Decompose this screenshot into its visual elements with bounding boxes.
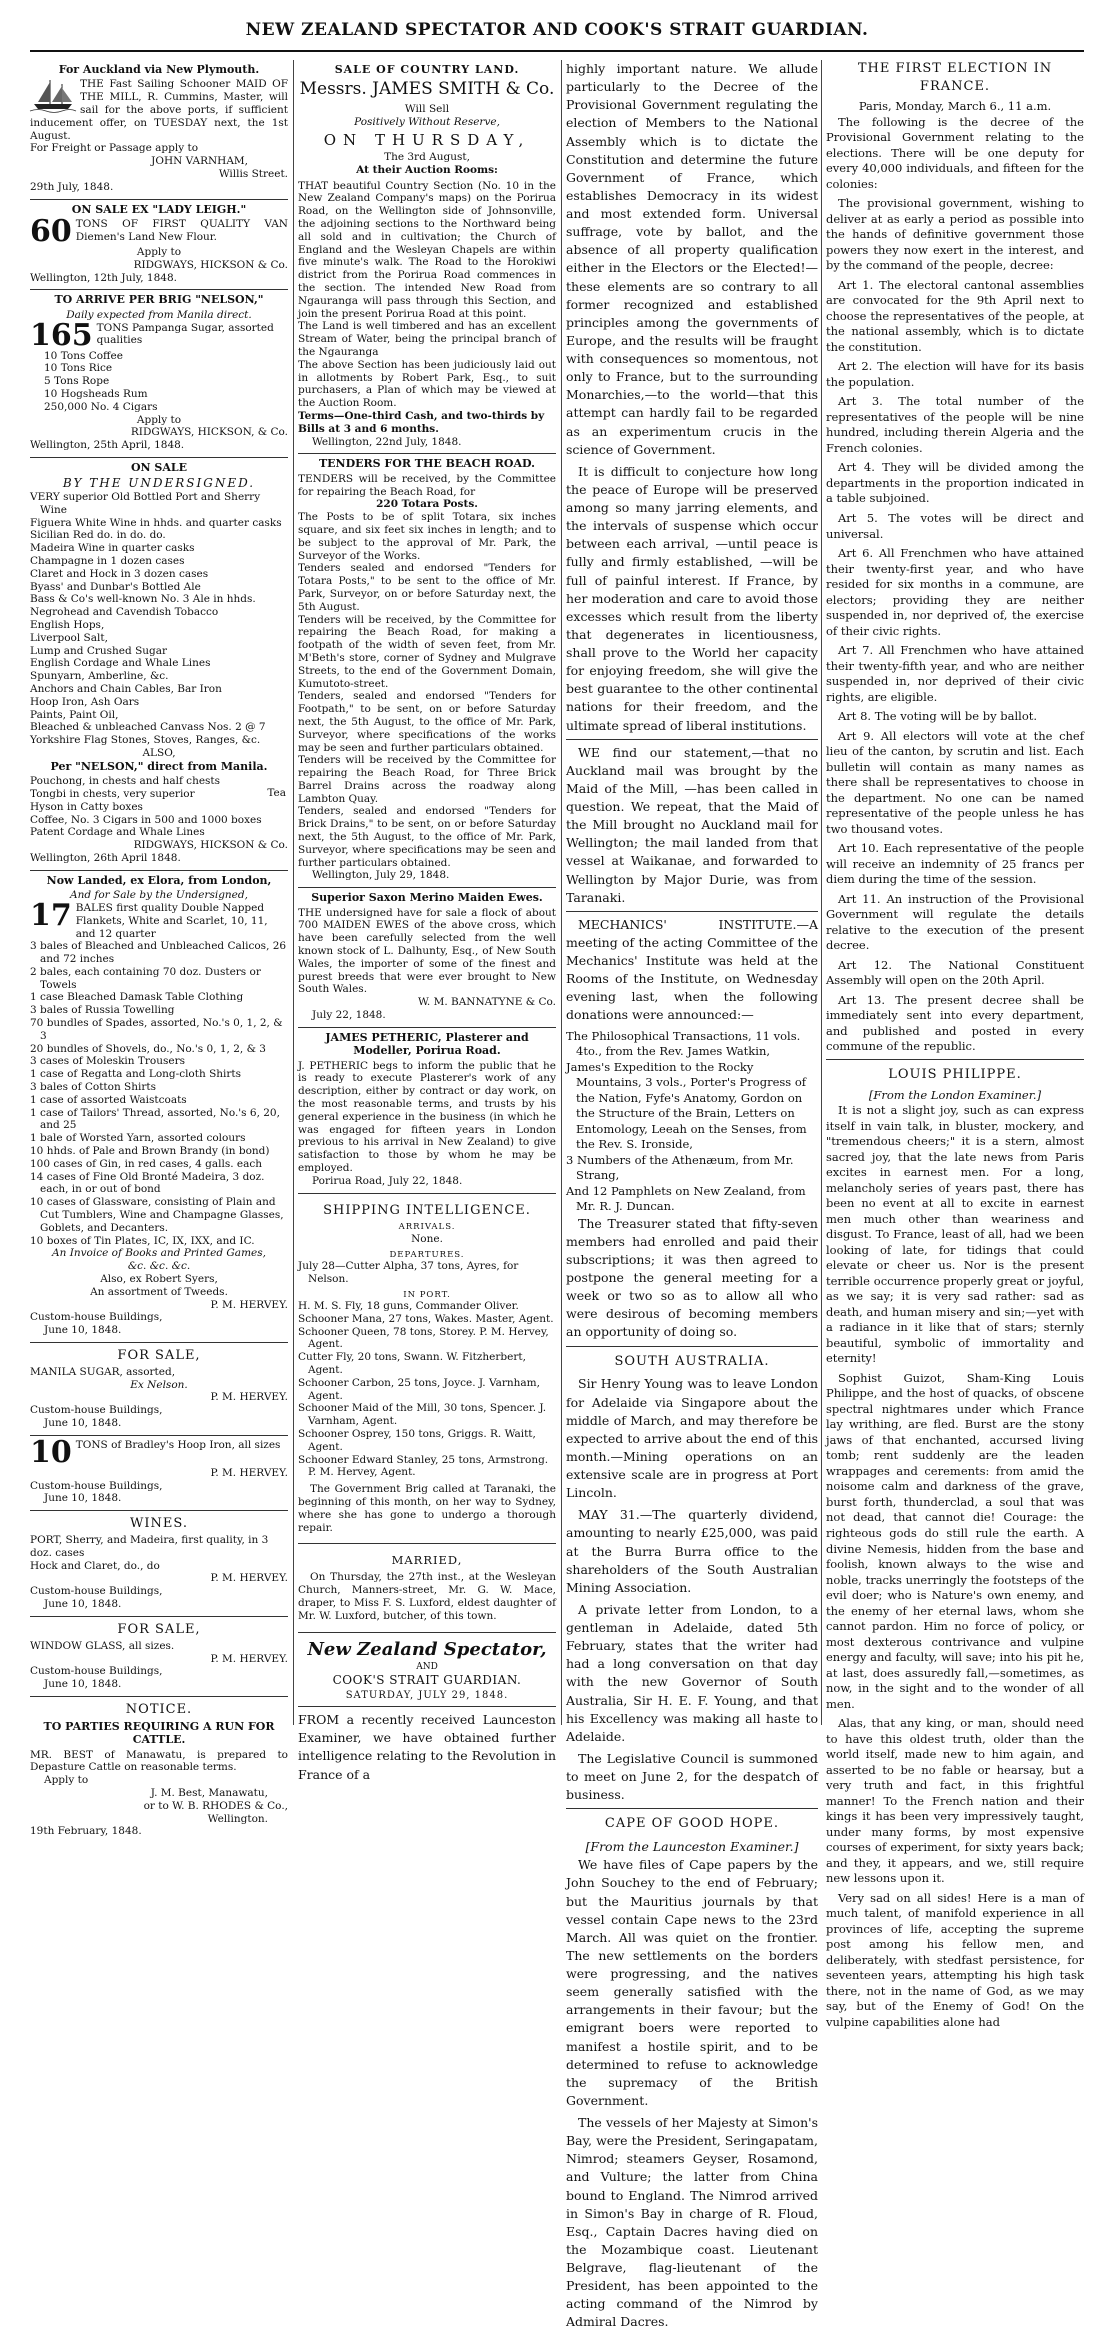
- ad-item: Negrohead and Cavendish Tobacco: [30, 606, 219, 619]
- ad-item: 10 hhds. of Pale and Brown Brandy (in bond): [30, 1145, 270, 1158]
- ad-apply: Apply to: [136, 413, 182, 426]
- ad-body: Hock and Claret, do., do: [30, 1559, 160, 1572]
- article-paragraph: highly important nature. We allude particularly to the Decree of the Provisional Government regulating the election of Members to the National Assembly which is to dictate the Constitution and determine the future Government of France, which establishes Democracy in its widest and most extended form. Universal suffrage, vote by ballot, and the absence of all property qualification either in the Electors or the Elected!—these elements are so contrary to all former recognized and established principles among the governments of Europe, and the results will be fraught with consequences so momentous, not only to France, but to the surrounding Monarchies,—to the world—that this attempt can hardly fail to be regarded as an experimentum crucis in the science of Government.: [566, 61, 818, 457]
- ad-address: or to W. B. RHODES & Co.,: [143, 1799, 288, 1812]
- ad-item: 5 Tons Rope: [44, 375, 110, 388]
- section-heading: THE FIRST ELECTION IN FRANCE.: [857, 61, 1053, 94]
- ad-apply: Apply to: [136, 245, 182, 258]
- ad-paragraph: THAT beautiful Country Section (No. 10 in the New Zealand Company's maps) on the Porirua Road, on the Wellington side of Johnsonville, the adjoining sections to the Northward being all sold and in cultivation; the Church of England and the Wesleyan Chapels are within five minute's walk. The Road to the Horokiwi district from the Porirua Road commences in the section. The intended New Road from Ngauranga will pass through this Section, and join the present Porirua Road at this point.: [298, 179, 556, 320]
- ad-petheric: [298, 1028, 556, 1194]
- ad-item: English Hops,: [30, 618, 105, 631]
- dateline: Paris, Monday, March 6., 11 a.m.: [858, 99, 1052, 114]
- ad-item: 1 case of Regatta and Long-cloth Shirts: [30, 1068, 242, 1081]
- decree-article: Art 2. The election will have for its basis the population.: [826, 359, 1084, 389]
- ad-heading: WINES.: [130, 1516, 188, 1532]
- ad-subheading: BY THE UNDERSIGNED.: [62, 476, 256, 491]
- ad-item: Yorkshire Flag Stones, Stoves, Ranges, &c.: [30, 734, 261, 747]
- ad-item: Anchors and Chain Cables, Bar Iron: [30, 682, 222, 695]
- masthead: NEW ZEALAND SPECTATOR AND COOK'S STRAIT GUARDIAN.: [245, 20, 869, 40]
- ad-item: 1 case of Tailors' Thread, assorted, No.'s 6, 20, and 25: [30, 1106, 280, 1132]
- ad-heading: Superior Saxon Merino Maiden Ewes.: [311, 891, 543, 905]
- ad-text: TONS Pampanga Sugar, assorted qualities: [96, 321, 274, 347]
- ad-body: PORT, Sherry, and Madeira, first quality, in 3 doz. cases: [30, 1534, 269, 1559]
- ad-item: Hyson in Catty boxes: [30, 800, 143, 813]
- ad-body: [30, 78, 288, 142]
- ad-item: 70 bundles of Spades, assorted, No.'s 0, 1, 2, & 3: [30, 1017, 283, 1042]
- section-heading: CAPE OF GOOD HOPE.: [604, 1816, 780, 1832]
- ad-item: 3 bales of Russia Towelling: [30, 1004, 175, 1017]
- article-paragraph: Sophist Guizot, Sham-King Louis Philippe, and the host of quacks, of obscene spectral nightmares under which France lay writhing, are fled. Burst are the stony jaws of that enchanted, accursed living tomb; rent suddenly are the leaden wrappages and cerements: from amid the noisome calm and darkness of the grave, burst forth, thunderclad, a soul that was not dead, that cannot die! Courage: the righteous gods do still rule the earth. A divine Nemesis, hidden from the base and foolish, known always to the wise and noble, tracks unerringly the footsteps of the evil doer; who is Nature's own enemy, and the enemy of her eternal laws, whom she cannot pardon. Him no force of policy, or most dexterous contrivance and vulpine energy and faculty, will save; into his pit he, at last, does assuredly fall,—sometimes, as now, in the sight and to the wonder of all men.: [826, 1370, 1084, 1711]
- ad-hoop-iron: [30, 1436, 288, 1511]
- ad-number: 60: [30, 213, 72, 249]
- ad-nelson: [30, 290, 288, 458]
- ad-item: 10 Tons Rice: [44, 362, 113, 375]
- decree-article: Art 1. The electoral cantonal assemblies are convocated for the 9th April next to choose the representatives of the people, at the national assembly, which is to dictate the constitution.: [826, 277, 1084, 354]
- ad-paragraph: Tenders, sealed and endorsed "Tenders for Footpath," to be sent, on or before Saturday next, the 5th August, to the office of Mr. Park, Surveyor, where specifications of the works may be seen and further particulars obtained.: [298, 690, 556, 754]
- section-heading: SOUTH AUSTRALIA.: [614, 1353, 770, 1369]
- paper-title-block: [298, 1639, 556, 1708]
- ad-country-land: [298, 60, 556, 454]
- donation-item: And 12 Pamphlets on New Zealand, from Mr. R. J. Duncan.: [566, 1183, 806, 1214]
- ad-item: 100 cases of Gin, in red cases, 4 galls. each: [30, 1157, 263, 1170]
- ad-invoice: An Invoice of Books and Printed Games,: [52, 1247, 266, 1260]
- divider: [566, 911, 818, 912]
- ad-lady-leigh: [30, 200, 288, 291]
- ad-on-sale: [30, 458, 288, 871]
- decree-article: Art 3. The total number of the representatives of the people will be nine hundred, including therein Algeria and the French colonies.: [826, 394, 1084, 455]
- ad-date: June 10, 1848.: [44, 1417, 122, 1430]
- ad-line: Positively Without Reserve,: [354, 115, 500, 128]
- ad-item: VERY superior Old Bottled Port and Sherry Wine: [30, 490, 261, 516]
- ad-item: Paints, Paint Oil,: [30, 708, 119, 721]
- ad-number: 165: [30, 317, 93, 353]
- ad-apply: Apply to: [44, 1774, 89, 1787]
- ad-heading: FOR SALE,: [117, 1621, 201, 1637]
- article-paragraph: The Treasurer stated that fifty-seven members had enrolled and paid their subscriptions; it was then agreed to postpone the general meeting for a week or two so as to allow all who were desirous of becoming members an opportunity of doing so.: [566, 1215, 818, 1340]
- article-paragraph: We have files of Cape papers by the John Souchey to the end of February; but the Mauritius journals by that vessel contain Cape news to the 23rd March. All was quiet on the frontier. The new settlements on the borders were progressing, and the natives seem generally satisfied with the arrangements in their favour; but the emigrant boers were reported to manifest a hostile spirit, and to be determined to refuse to acknowledge the supremacy of the British Government.: [566, 1857, 818, 2108]
- divider: [566, 739, 818, 740]
- ad-date: June 10, 1848.: [44, 1324, 122, 1337]
- ad-line: Will Sell: [404, 103, 450, 116]
- ad-heading: TENDERS FOR THE BEACH ROAD.: [318, 457, 536, 471]
- column-3: [566, 60, 818, 2330]
- ad-heading: For Auckland via New Plymouth.: [58, 63, 260, 76]
- ad-tenders: [298, 454, 556, 888]
- ad-date: 19th February, 1848.: [30, 1825, 142, 1838]
- column-divider: [561, 60, 562, 1725]
- ad-heading: SALE OF COUNTRY LAND.: [334, 63, 520, 76]
- ad-heading: NOTICE.: [125, 1701, 193, 1717]
- ad-item: Lump and Crushed Sugar: [30, 644, 168, 657]
- ad-agent: RIDGWAYS, HICKSON, & Co.: [130, 426, 288, 439]
- article-paragraph: MECHANICS' INSTITUTE.—A meeting of the acting Committee of the Mechanics' Institute was held at the Rooms of the Institute, on Wednesday evening last, when the following donations were announced:—: [566, 916, 818, 1023]
- ad-date: June 10, 1848.: [44, 1678, 122, 1691]
- ad-agent: P. M. HERVEY.: [210, 1466, 288, 1479]
- decree-article: Art 7. All Frenchmen who have attained their twenty-fifth year, and who are neither suspended in, nor deprived of their civic rights, are eligible.: [826, 643, 1084, 704]
- ad-line: At their Auction Rooms:: [356, 163, 498, 176]
- ad-also: ALSO,: [142, 746, 176, 759]
- shipping-entry: Schooner Maid of the Mill, 30 tons, Spencer. J. Varnham, Agent.: [298, 1402, 547, 1428]
- article-paragraph: MAY 31.—The quarterly dividend, amounting to nearly £25,000, was paid at the Burra Burra office to the shareholders of the South Australian Mining Association.: [566, 1507, 818, 1595]
- decree-article: Art 5. The votes will be direct and universal.: [826, 510, 1084, 541]
- decree-article: Art 10. Each representative of the people will receive an indemnity of 25 francs per diem during the time of the session.: [826, 841, 1084, 887]
- ad-item: Patent Cordage and Whale Lines: [30, 826, 205, 839]
- ad-item: 1 bale of Worsted Yarn, assorted colours: [30, 1132, 246, 1145]
- article-paragraph: The following is the decree of the Provisional Government relating to the elections. There will be one deputy for every 40,000 individuals, and fifteen for the colonies:: [826, 114, 1084, 191]
- ad-auckland: [30, 60, 288, 200]
- paper-subtitle: COOK'S STRAIT GUARDIAN.: [332, 1673, 522, 1688]
- ad-item: Claret and Hock in 3 dozen cases: [30, 567, 209, 580]
- ad-paragraph: Tenders, sealed and endorsed "Tenders for Brick Drains," to be sent, on or before Saturday next, the 5th August, to the office of Mr. Park, Surveyor, where specifications may be seen and further particulars obtained.: [298, 805, 556, 869]
- ad-item: Bleached & unbleached Canvass Nos. 2 @ 7: [30, 721, 266, 734]
- divider: [566, 1346, 818, 1347]
- ad-paragraph: The Land is well timbered and has an excellent Stream of Water, being the principal branch of the Ngauranga: [298, 320, 556, 358]
- ad-terms: Terms—One-third Cash, and two-thirds by Bills at 3 and 6 months.: [298, 409, 545, 435]
- paper-title: New Zealand Spectator,: [307, 1638, 547, 1660]
- article-list: [826, 278, 1084, 1055]
- shipping-entry: Cutter Fly, 20 tons, Swann. W. Fitzherbert, Agent.: [298, 1351, 526, 1376]
- ad-paragraph: The above Section has been judiciously laid out in allotments by Robert Park, Esq., to suit purchasers, a Plan of which may be viewed at the Auction Room.: [298, 358, 556, 410]
- article-paragraph: WE find our statement,—that no Auckland mail was brought by the Maid of the Mill, —has been called in question. We repeat, that the Maid of the Mill brought no Auckland mail for Wellington; the mail landed from that vessel at Waikanae, and forwarded to Wellington by Major Durie, was from Taranaki.: [566, 744, 818, 905]
- ad-date: Wellington, 12th July, 1848.: [30, 271, 177, 284]
- ad-heading: FOR SALE,: [117, 1348, 201, 1363]
- column-1: [30, 60, 288, 1838]
- ad-item: Tongbi in chests, very superior: [30, 787, 195, 800]
- source-note: [From the London Examiner.]: [868, 1087, 1042, 1102]
- donation-list: [566, 1029, 818, 1215]
- ad-item: 14 cases of Fine Old Bronté Madeira, 3 doz. each, in or out of bond: [30, 1170, 265, 1196]
- shipping-entry: Schooner Queen, 78 tons, Storey. P. M. Hervey, Agent.: [298, 1325, 549, 1351]
- ad-heading: TO ARRIVE PER BRIG "NELSON,": [54, 293, 264, 307]
- ad-item: 1 case of assorted Waistcoats: [30, 1093, 187, 1106]
- ad-item: 10 Tons Coffee: [44, 349, 123, 362]
- ad-item: Coffee, No. 3 Cigars in 500 and 1000 boxes: [30, 813, 262, 826]
- ad-number: 10: [30, 1434, 72, 1470]
- ad-merino-ewes: [298, 888, 556, 1028]
- column-divider: [293, 60, 294, 1725]
- article-paragraph: It is difficult to conjecture how long the peace of Europe will be preserved among so many jarring elements, and the intervals of suspense which occur between each arrival, —until peace is fully and firmly established, —will be full of painful interest. If France, by her moderation and care to avoid those excesses which result from the liberty that degenerates in licentiousness, shall prove to the World her capacity for enjoying freedom, she will give the best guarantee to the other continental nations for their freedom, and the ultimate spread of liberal institutions.: [566, 463, 818, 733]
- paper-title-and: AND: [416, 1662, 438, 1673]
- ad-item: Liverpool Salt,: [30, 631, 108, 644]
- ad-item: 10 Hogsheads Rum: [44, 387, 148, 400]
- tea-bracket-label: Tea: [267, 787, 286, 800]
- ad-address: Wellington.: [207, 1812, 268, 1825]
- ad-body: MR. BEST of Manawatu, is prepared to Depasture Cattle on reasonable terms.: [30, 1748, 288, 1774]
- shipping-entry: July 28—Cutter Alpha, 37 tons, Ayres, for Nelson.: [298, 1260, 519, 1285]
- ad-agent: RIDGWAYS, HICKSON & Co.: [133, 839, 288, 852]
- divider: [566, 1808, 818, 1809]
- ad-item: Spunyarn, Amberline, &c.: [30, 670, 169, 683]
- shipping-entry: Schooner Edward Stanley, 25 tons, Armstrong. P. M. Hervey, Agent.: [298, 1453, 549, 1479]
- ad-item: Sicilian Red do. in do. do.: [30, 529, 166, 542]
- ad-heading: Now Landed, ex Elora, from London,: [46, 873, 272, 887]
- section-heading: LOUIS PHILIPPE.: [888, 1067, 1022, 1082]
- shipping-entry: Schooner Mana, 27 tons, Wakes. Master, Agent.: [298, 1312, 554, 1325]
- ad-date: Wellington, July 29, 1848.: [312, 869, 450, 882]
- ad-paragraph: TENDERS will be received, by the Committee for repairing the Beach Road, for: [298, 472, 556, 498]
- ad-body: WINDOW GLASS, all sizes.: [30, 1639, 175, 1652]
- shipping-none: None.: [411, 1232, 443, 1245]
- ad-item: 2 bales, each containing 70 doz. Dusters or Towels: [30, 965, 261, 991]
- ad-paragraph: The Posts to be of split Totara, six inches square, and six feet six inches in length; and to be subject to the approval of Mr. Park, the Surveyor of the Works.: [298, 511, 556, 562]
- ad-heading: ON SALE: [130, 460, 188, 474]
- article-paragraph: The Legislative Council is summoned to meet on June 2, for the despatch of business.: [566, 1750, 818, 1803]
- ad-body: [30, 213, 288, 249]
- ad-paragraph: Tenders will be received, by the Committee for repairing the Beach Road, for making a footpath of the width of seven feet, from Mr. M'Beth's store, corner of Sydney and Mulgrave Streets, to the end of the Government Domain, Kumutoto-street.: [298, 613, 556, 690]
- ad-item: Pouchong, in chests and half chests: [30, 775, 221, 788]
- ad-agent: P. M. HERVEY.: [210, 1298, 288, 1311]
- ad-item: 3 cases of Moleskin Trousers: [30, 1055, 186, 1068]
- ad-window-glass: [30, 1617, 288, 1697]
- shipping-entry: Schooner Osprey, 150 tons, Griggs. R. Waitt, Agent.: [298, 1427, 536, 1453]
- article-paragraph: Sir Henry Young was to leave London for Adelaide via Singapore about the middle of March, and may therefore be expected to arrive about the end of this month.—Mining operations on an extensive scale are in progress at Port Lincoln.: [566, 1376, 818, 1501]
- decree-article: Art 9. All electors will vote at the chef lieu of the canton, by scrutin and list. Each bulletin will contain as many names as there shall be representatives to choose in the department. No one can be named representative of the people unless he has two thousand votes.: [826, 728, 1084, 836]
- ad-date: Wellington, 22nd July, 1848.: [312, 435, 462, 448]
- shipping-intelligence: [298, 1194, 556, 1545]
- ad-date: July 22, 1848.: [312, 1009, 386, 1022]
- ad-name: JOHN VARNHAM,: [151, 155, 248, 168]
- shipping-entry: H. M. S. Fly, 18 guns, Commander Oliver.: [298, 1299, 519, 1312]
- ad-text: BALES first quality Double Napped Flankets, White and Scarlet, 10, 11, and 12 quarter: [75, 901, 268, 940]
- ad-date: Wellington, 26th April 1848.: [30, 851, 181, 864]
- article-paragraph: It is not a slight joy, such as can express itself in vain talk, in bluster, mockery, and "tremendous cheers;" it is a stern, almost sacred joy, that the late news from Paris excites in earnest men. For a long, melancholy series of years past, there has been no event at all to excite in earnest men much other than weariness and disgust. To France, least of all, had we been looking of late, for tidings that could elevate or cheer us. Nor is the present terrible occurrence properly great or joyful, as we say; it is very sad rather: sad as death, and human misery and sin;—yet with a radiance in it like that of stars; sternly beautiful, symbolic of immortality and eternity!: [826, 1103, 1084, 1366]
- ad-bldg: Custom-house Buildings,: [30, 1665, 163, 1678]
- ad-posts: 220 Totara Posts.: [376, 498, 478, 511]
- ad-agent: P. M. HERVEY.: [210, 1391, 288, 1404]
- decree-article: Art 4. They will be divided among the departments in the proportion indicated in a table subjoined.: [826, 460, 1084, 506]
- donation-item: 3 Numbers of the Athenæum, from Mr. Strang,: [566, 1152, 794, 1183]
- decree-article: Art 13. The present decree shall be immediately sent into every department, and published and posted in every commune of the republic.: [826, 992, 1084, 1054]
- article-paragraph: Very sad on all sides! Here is a man of much talent, of manifold experience in all provinces of life, accepting the supreme post among his fellow men, and deliberately, with stedfast persistence, for seventeen years, attempting his high task there, not in the name of God, as we may say, but of the Enemy of God! On the vulpine capabilities alone had: [826, 1890, 1084, 2029]
- ship-illustration: [30, 78, 76, 112]
- shipping-entry: Schooner Carbon, 25 tons, Joyce. J. Varnham, Agent.: [298, 1376, 540, 1402]
- ad-notice-cattle: [30, 1697, 288, 1838]
- decree-article: Art 8. The voting will be by ballot.: [838, 709, 1038, 724]
- ad-also: Also, ex Robert Syers,: [100, 1273, 218, 1286]
- ad-item: Figuera White Wine in hhds. and quarter casks: [30, 516, 282, 529]
- ad-wines: [30, 1511, 288, 1617]
- shipping-subhead: DEPARTURES.: [389, 1249, 465, 1260]
- ad-item-list: [30, 775, 288, 839]
- ad-bldg: Custom-house Buildings,: [30, 1585, 163, 1598]
- section-heading: SHIPPING INTELLIGENCE.: [323, 1202, 531, 1218]
- article-paragraph: A private letter from London, to a gentleman in Adelaide, dated 5th February, states that the writer had had a long conversation on that day with the new Governor of South Australia, Sir H. E. F. Young, and that his Excellency was making all haste to Adelaide.: [566, 1601, 818, 1744]
- ad-elora: [30, 871, 288, 1343]
- ad-date: 29th July, 1848.: [30, 180, 114, 193]
- ad-number: 17: [30, 897, 72, 933]
- ad-body: [30, 1434, 288, 1470]
- ad-paragraph: J. PETHERIC begs to inform the public that he is ready to execute Plasterer's work of any description, either by contract or day work, on the most reasonable terms, and trusts by his general experience in the business (in which he was engaged for fifteen years in London previous to his arrival in New Zealand) to give satisfaction to those by whom he may be employed.: [298, 1059, 556, 1175]
- ad-date: Porirua Road, July 22, 1848.: [312, 1174, 463, 1187]
- ad-agent: P. M. HERVEY.: [210, 1572, 288, 1585]
- shipping-subhead: IN PORT.: [403, 1289, 451, 1300]
- ad-ex: Ex Nelson.: [130, 1378, 188, 1391]
- ad-date: June 10, 1848.: [44, 1598, 122, 1611]
- article-paragraph: The vessels of her Majesty at Simon's Bay, were the President, Seringapatam, Nimrod; steamers Geyser, Rosamond, and Vulture; the latter from China bound to England. The Nimrod arrived in Simon's Bay in charge of R. Floud, Esq., Captain Dacres having died on the Mozambique coast. Lieutenant Belgrave, flag-lieutenant of the President, has been appointed to the acting command of the Nimrod by Admiral Dacres.: [566, 2115, 818, 2330]
- married-notice: [298, 1544, 556, 1632]
- source-note: [From the Launceston Examiner.]: [585, 1839, 799, 1855]
- column-4: [826, 60, 1084, 2029]
- ad-item: 10 cases of Glassware, consisting of Plain and Cut Tumblers, Wine and Champagne Glasses, Goblets, and Decanters.: [30, 1196, 284, 1234]
- column-2: [298, 60, 556, 1782]
- ad-item: English Cordage and Whale Lines: [30, 657, 211, 670]
- ad-paragraph: THE undersigned have for sale a flock of about 700 MAIDEN EWES of the above cross, which have been carefully selected from the well known stock of L. Dalhunty, Esq., of New South Wales, the importer of some of the finest and purest breeds that were ever brought to New South Wales.: [298, 906, 556, 996]
- ad-bldg: Custom-house Buildings,: [30, 1404, 163, 1417]
- ad-agent: P. M. HERVEY.: [210, 1652, 288, 1665]
- lead-article: FROM a recently received Launceston Examiner, we have obtained further intelligence relating to the Revolution in France of a: [298, 1712, 556, 1782]
- donation-item: The Philosophical Transactions, 11 vols. 4to., from the Rev. James Watkin,: [566, 1028, 801, 1059]
- ad-item: Byass' and Dunbar's Bottled Ale: [30, 580, 201, 593]
- ad-agent: W. M. BANNATYNE & Co.: [417, 996, 556, 1009]
- ad-day: ON THURSDAY,: [323, 130, 531, 149]
- ad-bldg: Custom-house Buildings,: [30, 1311, 163, 1324]
- shipping-note: The Government Brig called at Taranaki, the beginning of this month, on her way to Sydney, where she has gone to undergo a thorough repair.: [298, 1483, 556, 1534]
- ad-heading: Per "NELSON," direct from Manila.: [50, 759, 268, 773]
- ad-address: J. M. Best, Manawatu,: [150, 1786, 268, 1799]
- ad-item: 3 bales of Bleached and Unbleached Calicos, 26 and 72 inches: [30, 940, 287, 966]
- ad-subheading: TO PARTIES REQUIRING A RUN FOR CATTLE.: [43, 1719, 275, 1747]
- ad-item: Hoop Iron, Ash Oars: [30, 695, 140, 708]
- shipping-subhead: ARRIVALS.: [398, 1222, 456, 1233]
- article-paragraph: The provisional government, wishing to deliver at as early a period as possible into the hands of definitive government those powers they now exert in the interest, and by the command of the people, decree:: [826, 196, 1084, 273]
- ad-line: The 3rd August,: [384, 151, 470, 164]
- ad-text: TONS OF FIRST QUALITY VAN Diemen's Land New Flour.: [75, 217, 288, 243]
- ad-paragraph: Tenders sealed and endorsed "Tenders for Totara Posts," to be sent to the office of Mr. Park, Surveyor, on or before Saturday next, the 5th August.: [298, 562, 556, 613]
- ad-firm: Messrs. JAMES SMITH & Co.: [299, 79, 555, 100]
- ad-etc: &c. &c. &c.: [127, 1260, 191, 1273]
- ad-item: 20 bundles of Shovels, do., No.'s 0, 1, 2, & 3: [30, 1042, 266, 1055]
- married-text: On Thursday, the 27th inst., at the Wesleyan Church, Manners-street, Mr. G. W. Mace, draper, to Miss F. S. Luxford, eldest daughter of Mr. W. Luxford, butcher, of this town.: [298, 1571, 556, 1622]
- ad-body: [30, 317, 288, 353]
- ad-text: THE Fast Sailing Schooner MAID OF THE MILL, R. Cummins, Master, will sail for the above ports, if sufficient inducement offer, on TUESDAY next, the 1st August.: [30, 78, 288, 142]
- ad-date: June 10, 1848.: [44, 1492, 122, 1505]
- ad-heading: ON SALE EX "LADY LEIGH.": [71, 202, 247, 216]
- ad-item: Madeira Wine in quarter casks: [30, 542, 195, 555]
- ad-street: Willis Street.: [218, 167, 288, 180]
- ad-item-list: [30, 940, 288, 1247]
- ad-paragraph: Tenders will be received by the Committee for repairing the Beach Road, for Three Brick Barrel Drains across the roadway along Lambton Quay.: [298, 754, 556, 805]
- masthead-rule: [30, 50, 1084, 52]
- ad-subheading: Daily expected from Manila direct.: [66, 308, 252, 321]
- ad-agent: RIDGWAYS, HICKSON & Co.: [133, 258, 288, 271]
- ad-subheading: And for Sale by the Undersigned,: [70, 889, 248, 902]
- ad-manila-sugar: [30, 1343, 288, 1436]
- section-heading: MARRIED,: [391, 1553, 463, 1568]
- ad-item: 10 boxes of Tin Plates, IC, IX, IXX, and IC.: [30, 1234, 255, 1247]
- ad-date: Wellington, 25th April, 1848.: [30, 439, 185, 452]
- ad-body: [30, 897, 288, 940]
- column-divider: [821, 60, 822, 1725]
- divider: [826, 1059, 1084, 1060]
- ad-tweeds: An assortment of Tweeds.: [90, 1285, 228, 1298]
- ad-heading: JAMES PETHERIC, Plasterer and Modeller, Porirua Road.: [325, 1030, 529, 1058]
- decree-article: Art 12. The National Constituent Assembly will open on the 20th April.: [826, 957, 1084, 988]
- decree-article: Art 11. An instruction of the Provisional Government will regulate the details relative to the execution of the present decree.: [826, 891, 1084, 953]
- ad-item-list: [30, 350, 288, 414]
- article-paragraph: Alas, that any king, or man, should need to have this oldest truth, older than the world itself, made new to him again, and asserted to be no fable or hearsay, but a very truth and fact, in this frightful manner! To the French nation and their kings it has been very impressively taught, under many forms, by most expensive courses of experiment, for sixty years back; and they, it appears, and we, still require new lessons upon it.: [826, 1716, 1084, 1886]
- ad-item-list: [30, 491, 288, 747]
- paper-date: SATURDAY, JULY 29, 1848.: [345, 1690, 509, 1702]
- donation-item: James's Expedition to the Rocky Mountains, 3 vols., Porter's Progress of the Nation, Fyfe's Anatomy, Gordon on the Structure of the Brain, Letters on Entomology, Leeah on the Senses, from the Rev. S. Ironside,: [566, 1059, 807, 1152]
- ad-bldg: Custom-house Buildings,: [30, 1479, 163, 1492]
- decree-article: Art 6. All Frenchmen who have attained their twenty-first year, and who have resided for six months in a commune, are electors; providing they are neither suspended in, nor deprived of, the exercise of their civic rights.: [826, 546, 1084, 638]
- ad-text: TONS of Bradley's Hoop Iron, all sizes: [75, 1438, 281, 1451]
- ad-item: Champagne in 1 dozen cases: [30, 554, 185, 567]
- ad-item: Bass & Co's well-known No. 3 Ale in hhds.: [30, 593, 256, 606]
- ad-item: 1 case Bleached Damask Table Clothing: [30, 991, 244, 1004]
- ad-body: MANILA SUGAR, assorted,: [30, 1365, 176, 1378]
- ad-item: 250,000 No. 4 Cigars: [44, 400, 158, 413]
- ad-item: 3 bales of Cotton Shirts: [30, 1081, 156, 1094]
- ad-line: For Freight or Passage apply to: [30, 142, 199, 155]
